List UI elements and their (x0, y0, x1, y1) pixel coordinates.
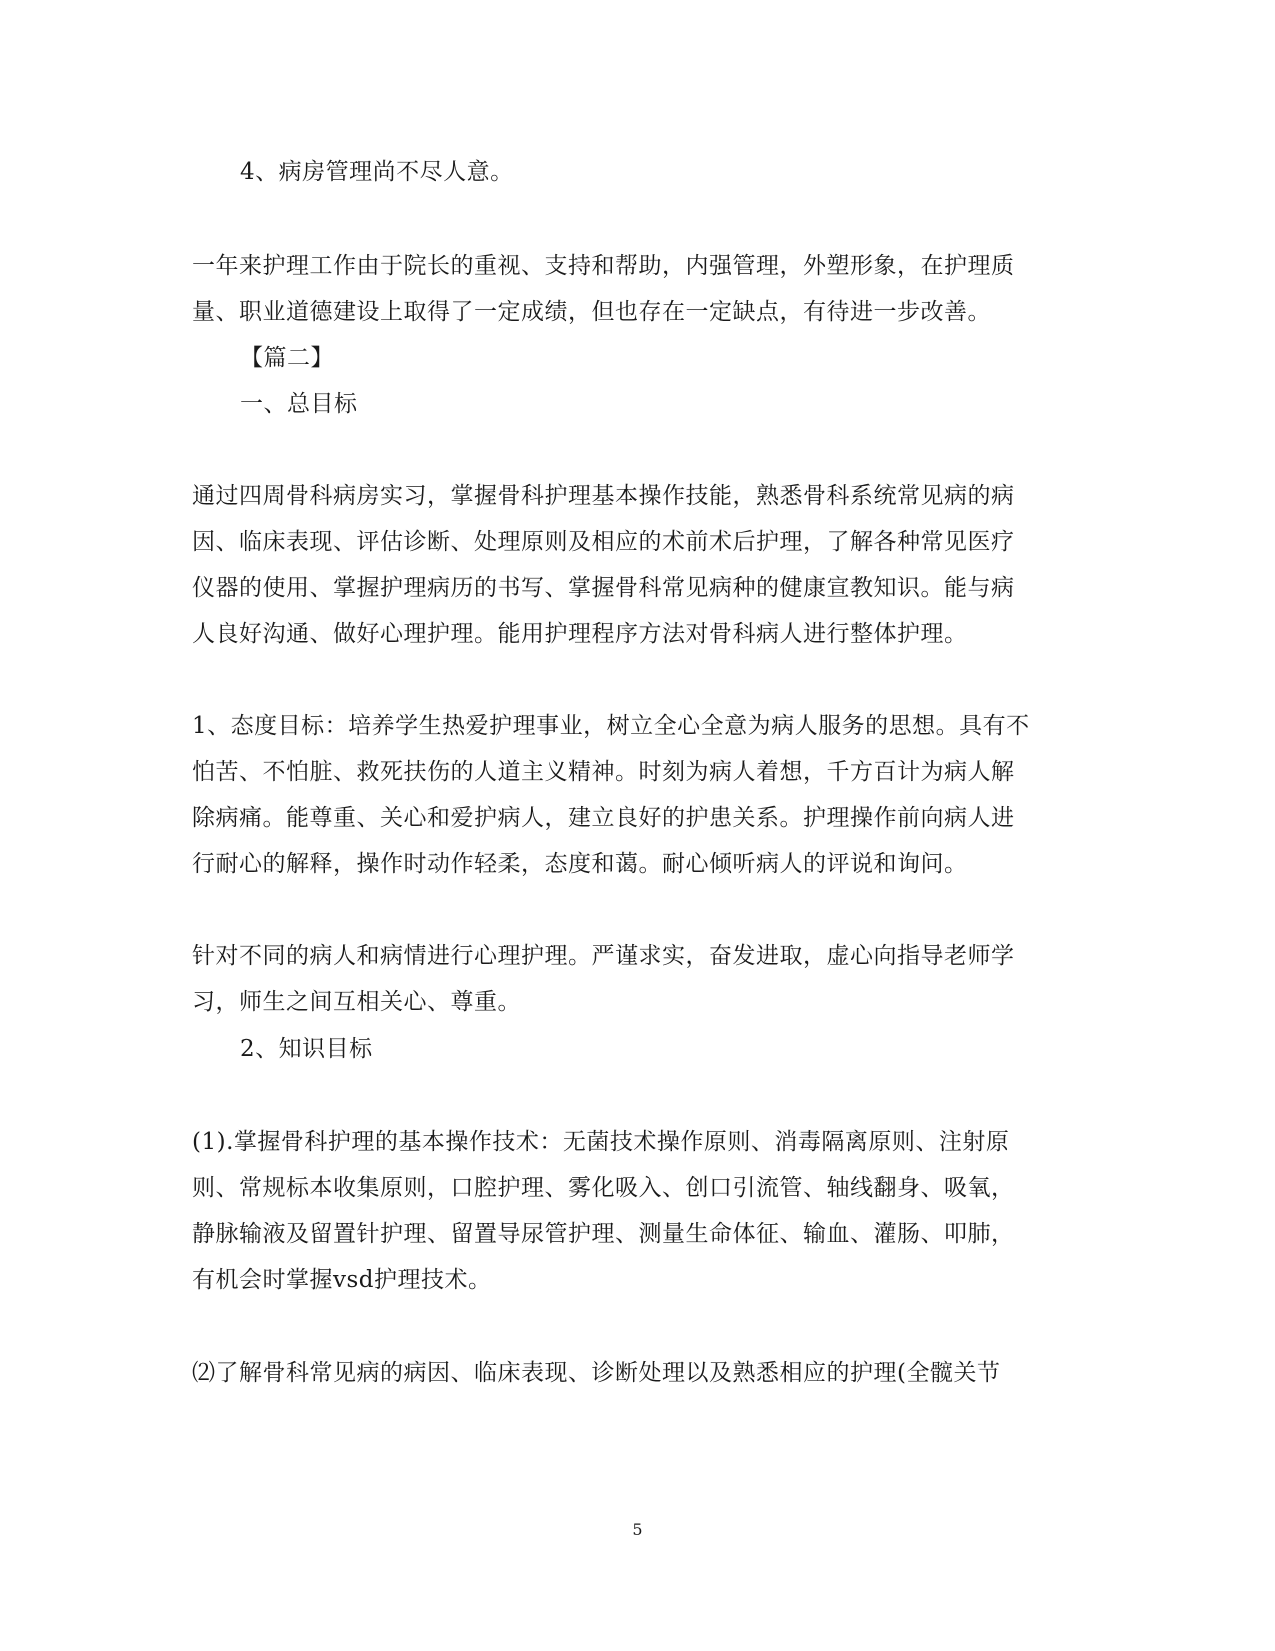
text-line: (1).掌握骨科护理的基本操作技术：无菌技术操作原则、消毒隔离原则、注射原 (192, 1129, 1010, 1155)
text-line: 有机会时掌握vsd护理技术。 (192, 1267, 492, 1293)
text-line: 针对不同的病人和病情进行心理护理。严谨求实，奋发进取，虚心向指导老师学 (192, 943, 1015, 969)
section-heading: 2、知识目标 (240, 1036, 373, 1062)
text-line: 一年来护理工作由于院长的重视、支持和帮助，内强管理，外塑形象，在护理质 (192, 253, 1015, 279)
text-line: 4、病房管理尚不尽人意。 (240, 159, 514, 185)
text-line: 除病痛。能尊重、关心和爱护病人，建立良好的护患关系。护理操作前向病人进 (192, 805, 1015, 831)
text-line: 怕苦、不怕脏、救死扶伤的人道主义精神。时刻为病人着想，千方百计为病人解 (192, 759, 1015, 785)
text-line: 仪器的使用、掌握护理病历的书写、掌握骨科常见病种的健康宣教知识。能与病 (192, 575, 1015, 601)
text-line: 则、常规标本收集原则，口腔护理、雾化吸入、创口引流管、轴线翻身、吸氧， (192, 1175, 1015, 1201)
section-heading: 一、总目标 (240, 391, 358, 417)
text-line: 因、临床表现、评估诊断、处理原则及相应的术前术后护理，了解各种常见医疗 (192, 529, 1015, 555)
section-heading: 【篇二】 (240, 345, 334, 371)
text-line: 通过四周骨科病房实习，掌握骨科护理基本操作技能，熟悉骨科系统常见病的病 (192, 483, 1015, 509)
text-line: 人良好沟通、做好心理护理。能用护理程序方法对骨科病人进行整体护理。 (192, 621, 968, 647)
page-number: 5 (632, 1520, 643, 1539)
text-line: 习，师生之间互相关心、尊重。 (192, 989, 521, 1015)
text-line: 1、态度目标：培养学生热爱护理事业，树立全心全意为病人服务的思想。具有不 (192, 713, 1030, 739)
text-line: 量、职业道德建设上取得了一定成绩，但也存在一定缺点，有待进一步改善。 (192, 299, 991, 325)
text-line: ⑵了解骨科常见病的病因、临床表现、诊断处理以及熟悉相应的护理(全髋关节 (192, 1360, 1001, 1386)
text-line: 行耐心的解释，操作时动作轻柔，态度和蔼。耐心倾听病人的评说和询问。 (192, 851, 968, 877)
text-line: 静脉输液及留置针护理、留置导尿管护理、测量生命体征、输血、灌肠、叩肺， (192, 1221, 1015, 1247)
